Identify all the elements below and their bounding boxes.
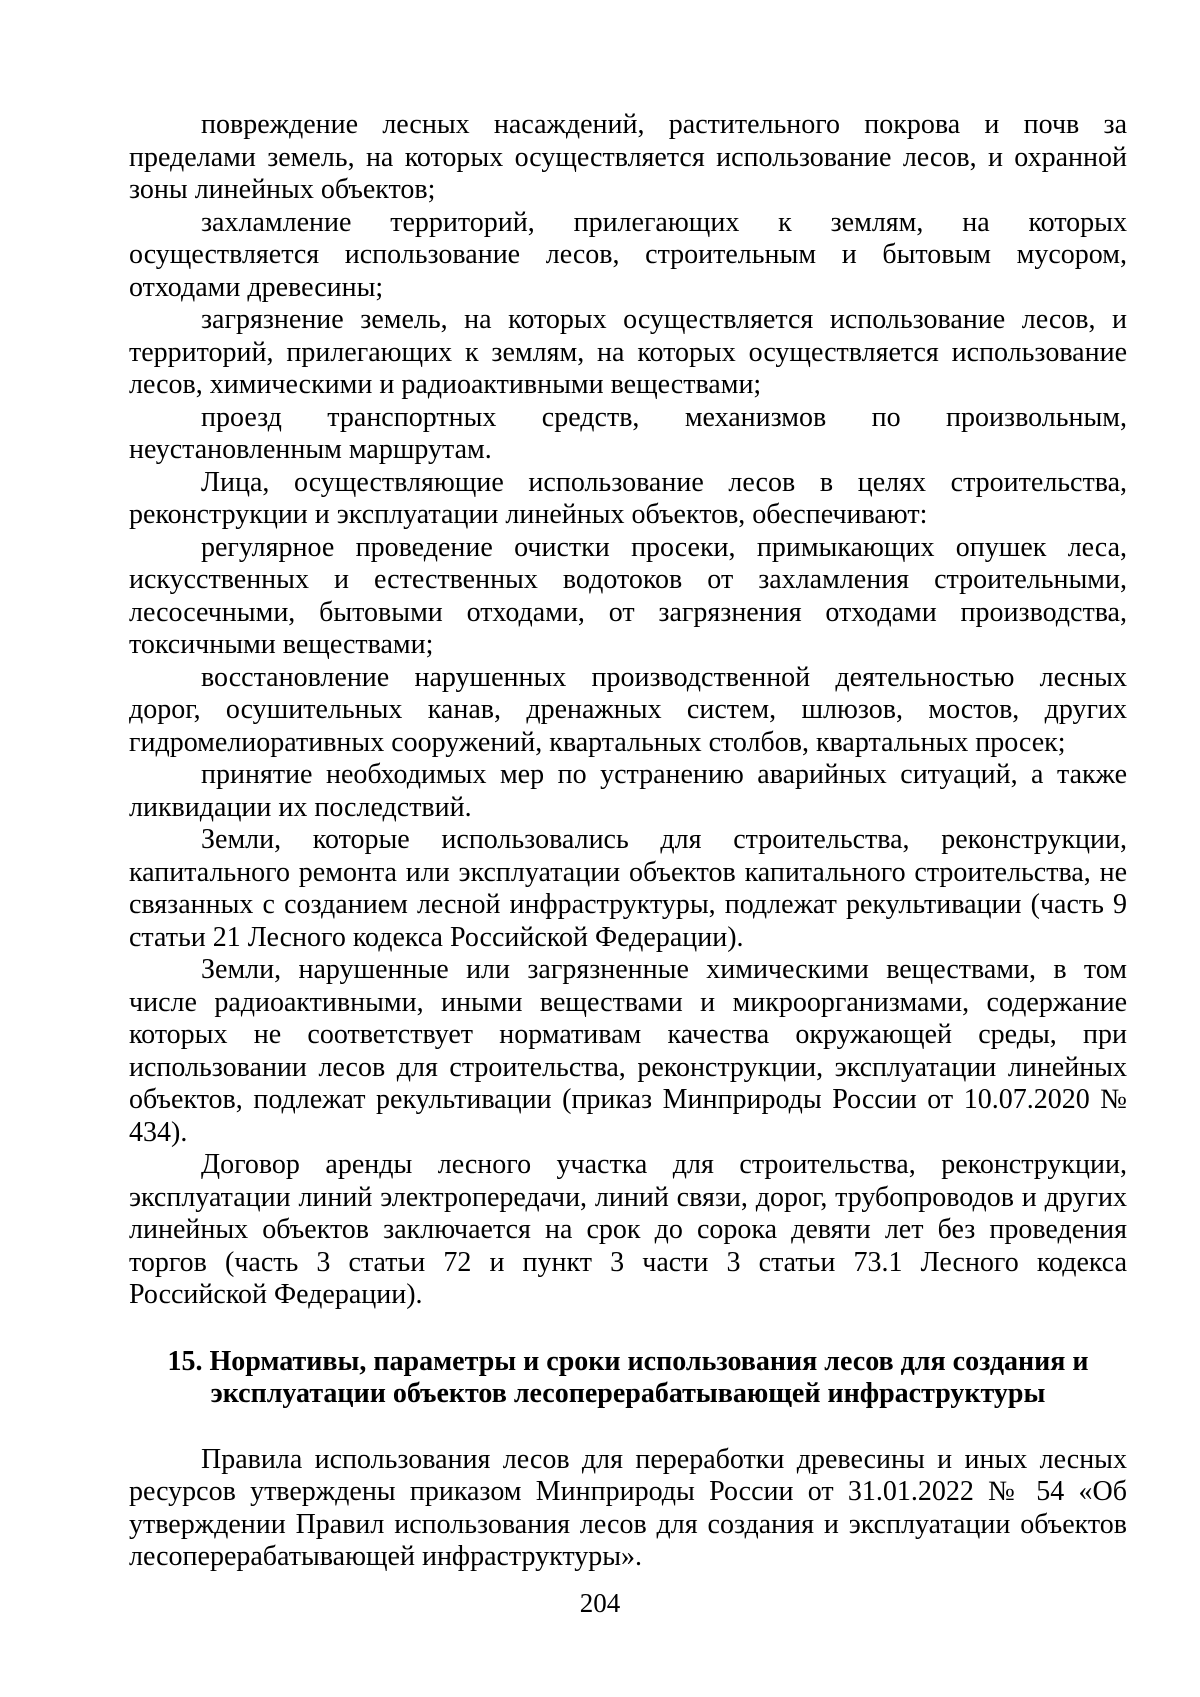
paragraph: принятие необходимых мер по устранению аварийных ситуаций, а также ликвидации их последствий. xyxy=(129,759,1127,823)
document-body xyxy=(129,109,1127,1574)
paragraph: загрязнение земель, на которых осуществляется использование лесов, и территорий, прилегающих к землям, на которых осуществляется использование лесов, химическими и радиоактивными веществами; xyxy=(129,304,1127,400)
paragraph: Земли, которые использовались для строительства, реконструкции, капитального ремонта или эксплуатации объектов капитального строительства, не связанных с созданием лесной инфраструктуры, подлежат рекультивации (часть 9 статьи 21 Лесного кодекса Российской Федерации). xyxy=(129,824,1127,953)
paragraph: Земли, нарушенные или загрязненные химическими веществами, в том числе радиоактивными, иными веществами и микроорганизмами, содержание которых не соответствует нормативам качества окружающей среды, при использовании лесов для строительства, реконструкции, эксплуатации линейных объектов, подлежат рекультивации (приказ Минприроды России от 10.07.2020 № 434). xyxy=(129,954,1127,1148)
paragraph: Правила использования лесов для переработки древесины и иных лесных ресурсов утверждены приказом Минприроды России от 31.01.2022 № 54 «Об утверждении Правил использования лесов для создания и эксплуатации объектов лесоперерабатывающей инфраструктуры». xyxy=(129,1443,1127,1572)
page-number: 204 xyxy=(579,1588,621,1618)
paragraph: регулярное проведение очистки просеки, примыкающих опушек леса, искусственных и естественных водотоков от захламления строительными, лесосечными, бытовыми отходами, от загрязнения отходами производства, токсичными веществами; xyxy=(129,531,1127,660)
paragraph: проезд транспортных средств, механизмов по произвольным, неустановленным маршрутам. xyxy=(129,401,1127,465)
paragraph: восстановление нарушенных производственной деятельностью лесных дорог, осушительных канав, дренажных систем, шлюзов, мостов, других гидромелиоративных сооружений, квартальных столбов, квартальных просек; xyxy=(129,661,1127,758)
paragraph: повреждение лесных насаждений, растительного покрова и почв за пределами земель, на которых осуществляется использование лесов, и охранной зоны линейных объектов; xyxy=(129,109,1127,205)
paragraph: Договор аренды лесного участка для строительства, реконструкции, эксплуатации линий электропередачи, линий связи, дорог, трубопроводов и других линейных объектов заключается на срок до сорока девяти лет без проведения торгов (часть 3 статьи 72 и пункт 3 части 3 статьи 73.1 Лесного кодекса Российской Федерации). xyxy=(129,1149,1127,1310)
paragraph: захламление территорий, прилегающих к землям, на которых осуществляется использование лесов, строительным и бытовым мусором, отходами древесины; xyxy=(129,206,1127,303)
paragraph: Лица, осуществляющие использование лесов в целях строительства, реконструкции и эксплуатации линейных объектов, обеспечивают: xyxy=(129,466,1127,530)
section-heading: 15. Нормативы, параметры и сроки использования лесов для создания и эксплуатации объектов лесоперерабатывающей инфраструктуры xyxy=(167,1345,1089,1409)
